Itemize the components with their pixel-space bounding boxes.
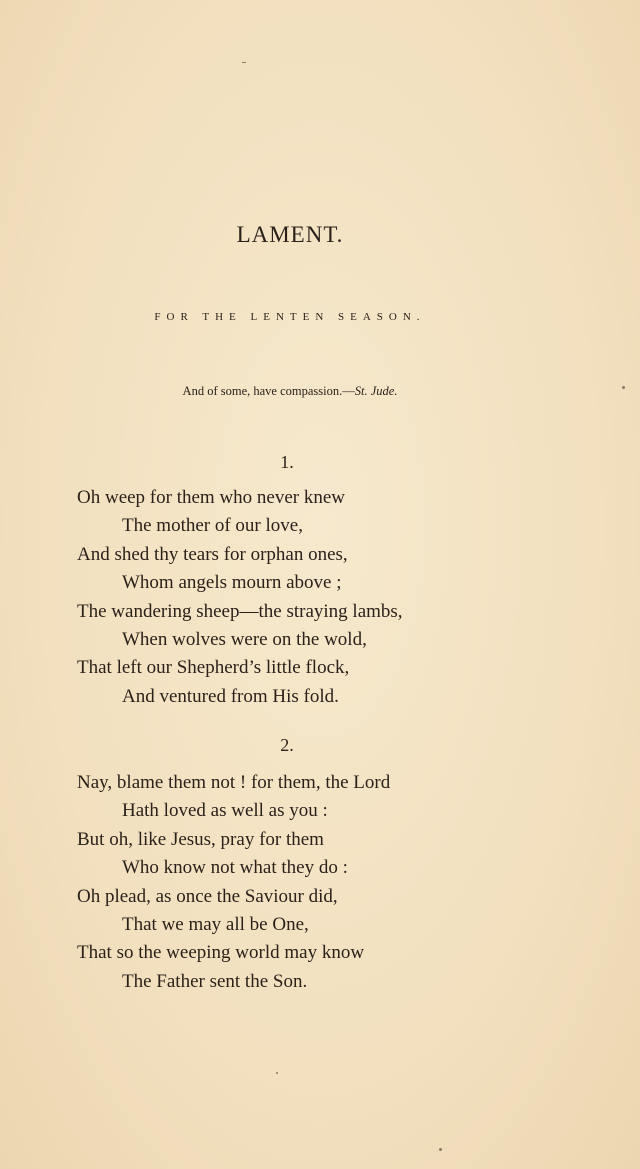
verse-line: The Father sent the Son. <box>122 970 308 992</box>
verse-line: And shed thy tears for orphan ones, <box>77 543 348 565</box>
paper-speck <box>242 62 246 63</box>
stanza-number: 2. <box>280 735 294 755</box>
verse-line: But oh, like Jesus, pray for them <box>77 828 324 850</box>
verse-line: The wandering sheep—the straying lambs, <box>77 600 403 622</box>
verse-line: Who know not what they do : <box>122 857 348 879</box>
poem-subtitle: FOR THE LENTEN SEASON. <box>154 311 426 323</box>
verse-line: That we may all be One, <box>122 913 309 935</box>
verse-line: Oh plead, as once the Saviour did, <box>77 885 338 907</box>
verse-line: When wolves were on the wold, <box>122 628 367 650</box>
paper-speck <box>276 1072 278 1074</box>
paper-speck <box>622 386 625 389</box>
epigraph <box>0 384 580 399</box>
paper-speck <box>439 1148 442 1151</box>
verse-line: And ventured from His fold. <box>122 685 339 707</box>
stanza-1 <box>77 484 557 711</box>
verse-line: Hath loved as well as you : <box>122 800 328 822</box>
verse-line: Nay, blame them not ! for them, the Lord <box>77 772 391 793</box>
verse-line: That left our Shepherd’s little flock, <box>77 657 350 679</box>
stanza-2 <box>77 769 557 996</box>
epigraph-attribution: St. Jude. <box>354 384 398 398</box>
stanza-number: 1. <box>280 452 294 472</box>
poem-title: LAMENT. <box>236 222 344 247</box>
epigraph-text: And of some, have compassion.— <box>182 384 355 398</box>
verse-line: That so the weeping world may know <box>77 942 365 964</box>
verse-line: Oh weep for them who never knew <box>77 487 346 508</box>
verse-line: Whom angels mourn above ; <box>122 572 342 594</box>
verse-line: The mother of our love, <box>122 515 303 537</box>
